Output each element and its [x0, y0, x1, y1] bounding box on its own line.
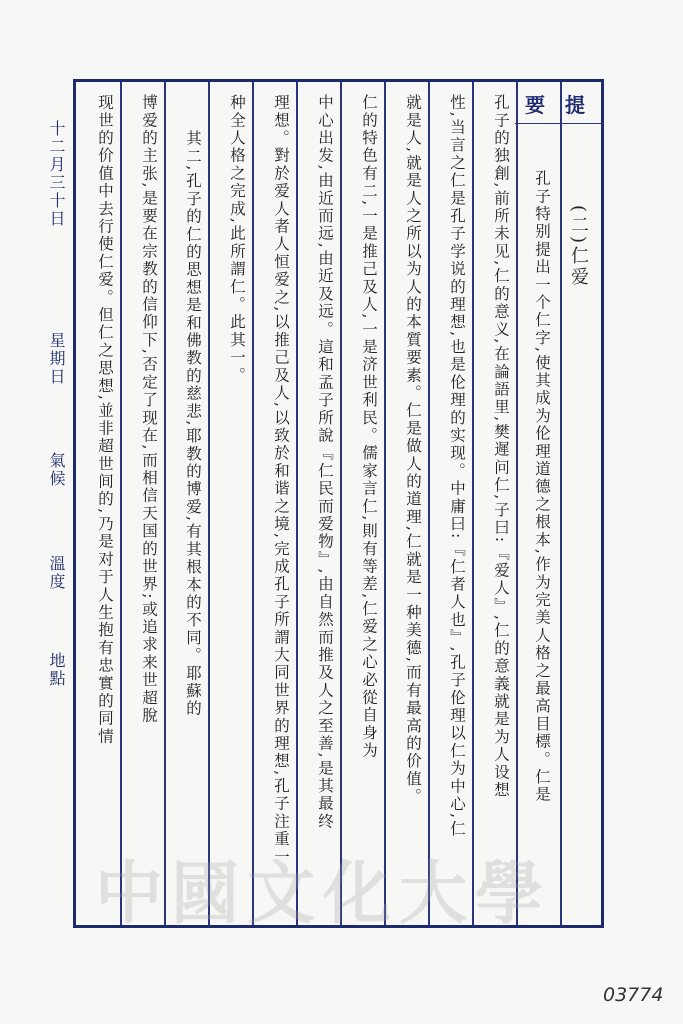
temperature-label: 溫度 — [47, 555, 66, 591]
title-box — [515, 82, 601, 124]
column-rule — [296, 82, 298, 925]
date-label: 十二月三十日 — [47, 120, 66, 228]
section-heading: (二)仁爱 — [568, 205, 589, 289]
column-rule — [120, 82, 122, 925]
text-column: 理想。對於爱人者人恒爱之,以推己及人,以致於和谐之境,完成孔子所謂大同世界的理想,孔子注重一 — [272, 94, 290, 866]
archive-number: 03774 — [603, 984, 664, 1006]
text-column: 其二,孔子的仁的思想是和佛教的慈悲,耶教的博爱,有其根本的不同。耶蘇的 — [184, 130, 202, 718]
text-column: 中心出发,由近而远,由近及远。這和孟子所說『仁民而爱物』,由自然而推及人之至善,是其最终 — [316, 94, 334, 831]
column-rule — [208, 82, 210, 925]
column-rule — [472, 82, 474, 925]
weather-label: 氣候 — [47, 452, 66, 488]
column-rule — [164, 82, 166, 925]
column-rule — [340, 82, 342, 925]
text-column: 孔子特别提出一个仁字,使其成为伦理道德之根本,作为完美人格之最高目標。仁是 — [533, 170, 551, 804]
column-rule — [384, 82, 386, 925]
column-rule — [252, 82, 254, 925]
text-column: 性,当言之仁是孔子学说的理想,也是伦理的实现。中庸曰:『仁者人也』,孔子伦理以仁为中心,仁 — [448, 94, 466, 838]
column-rule — [428, 82, 430, 925]
text-column: 现世的价值中去行使仁爱。但仁之思想,並非超世间的,乃是对于人生抱有忠實的同情 — [96, 94, 114, 746]
weekday-label: 星期日 — [47, 332, 66, 386]
column-rule — [560, 82, 562, 925]
location-label: 地點 — [47, 652, 66, 688]
text-column: 博爱的主张,是要在宗教的信仰下,否定了现在,而相信天国的世界;或追求来世超脫 — [140, 94, 158, 725]
text-column: 仁的特色有二,一是推己及人,一是济世利民。儒家言仁,則有等差,仁爱之心必從自身为 — [360, 94, 378, 760]
text-column: 种全人格之完成,此所謂仁。此其一。 — [228, 94, 246, 385]
title-char: 要 — [525, 93, 545, 117]
text-column: 就是人,就是人之所以为人的本質要素。仁是做人的道理,仁就是一种美德,而有最高的价值。 — [404, 94, 422, 806]
watermark: 中國文化大學 — [95, 854, 552, 934]
title-char: 提 — [565, 93, 585, 117]
text-column: 孔子的独創,前所未见,仁的意义,在論語里,樊遲问仁,子曰:『爱人』,仁的意義就是为人设想 — [492, 94, 510, 800]
